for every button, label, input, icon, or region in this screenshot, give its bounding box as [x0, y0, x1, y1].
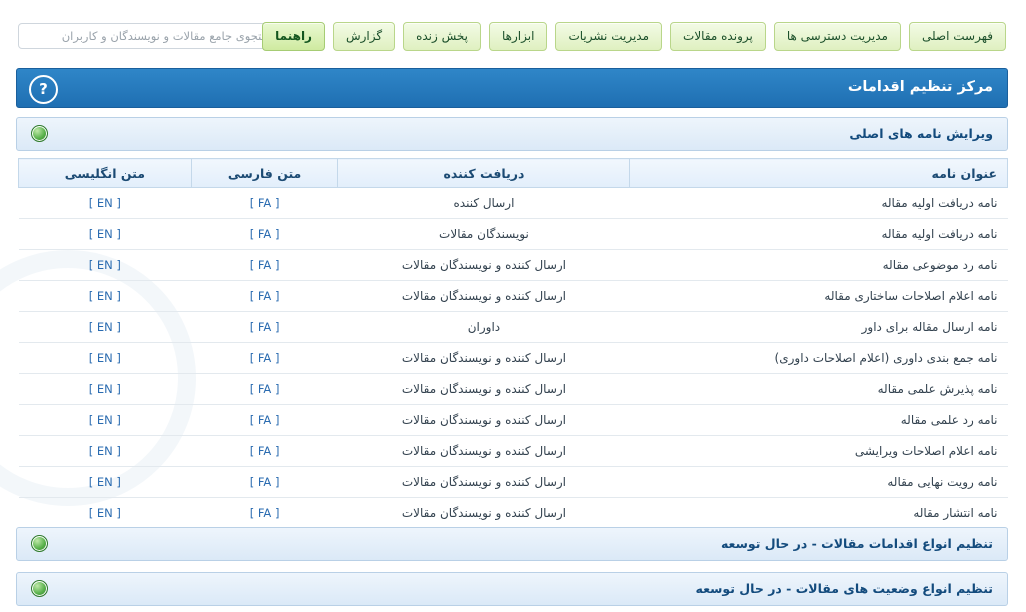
cell-fa-link	[191, 219, 338, 250]
table-row	[19, 467, 1008, 498]
cell-name: نامه انتشار مقاله	[630, 498, 1008, 529]
en-link[interactable]: [ EN ]	[88, 413, 121, 427]
cell-fa-link	[191, 498, 338, 529]
cell-en-link	[19, 374, 192, 405]
fa-link[interactable]: [ FA ]	[249, 227, 280, 241]
cell-receiver: داوران	[338, 312, 630, 343]
section-title: ویرایش نامه های اصلی	[849, 126, 993, 141]
help-icon[interactable]: ?	[29, 75, 58, 104]
cell-fa-link	[191, 188, 338, 219]
nav-journal-management[interactable]: مدیریت نشریات	[555, 22, 662, 51]
fa-link[interactable]: [ FA ]	[249, 382, 280, 396]
table-row	[19, 250, 1008, 281]
cell-en-link	[19, 281, 192, 312]
en-link[interactable]: [ EN ]	[88, 506, 121, 520]
nav-tools[interactable]: ابزارها	[489, 22, 547, 51]
fa-link[interactable]: [ FA ]	[249, 258, 280, 272]
en-link[interactable]: [ EN ]	[88, 320, 121, 334]
en-link[interactable]: [ EN ]	[88, 475, 121, 489]
en-link[interactable]: [ EN ]	[88, 196, 121, 210]
cell-en-link	[19, 312, 192, 343]
cell-fa-link	[191, 281, 338, 312]
search-input[interactable]	[18, 23, 290, 49]
fa-link[interactable]: [ FA ]	[249, 413, 280, 427]
en-link[interactable]: [ EN ]	[88, 382, 121, 396]
section-title: تنظیم انواع وضعیت های مقالات - در حال توسعه	[695, 581, 993, 596]
table-row	[19, 219, 1008, 250]
page-header	[16, 68, 1008, 108]
globe-icon[interactable]	[31, 125, 48, 142]
cell-receiver: ارسال کننده و نویسندگان مقالات	[338, 436, 630, 467]
globe-icon[interactable]	[31, 535, 48, 552]
fa-link[interactable]: [ FA ]	[249, 320, 280, 334]
cell-en-link	[19, 405, 192, 436]
nav-live-stream[interactable]: پخش زنده	[403, 22, 481, 51]
cell-en-link	[19, 219, 192, 250]
column-header-en: متن انگلیسی	[19, 159, 192, 188]
cell-receiver: ارسال کننده و نویسندگان مقالات	[338, 405, 630, 436]
cell-en-link	[19, 250, 192, 281]
nav-access-management[interactable]: مدیریت دسترسی ها	[774, 22, 901, 51]
cell-receiver: ارسال کننده و نویسندگان مقالات	[338, 343, 630, 374]
column-header-receiver: دریافت کننده	[338, 159, 630, 188]
section-main-letters[interactable]	[16, 117, 1008, 151]
en-link[interactable]: [ EN ]	[88, 351, 121, 365]
fa-link[interactable]: [ FA ]	[249, 506, 280, 520]
top-bar	[0, 0, 1026, 63]
section-article-actions[interactable]	[16, 527, 1008, 561]
cell-receiver: ارسال کننده و نویسندگان مقالات	[338, 374, 630, 405]
cell-en-link	[19, 467, 192, 498]
globe-icon[interactable]	[31, 580, 48, 597]
page-title: مرکز تنظیم اقدامات	[847, 79, 993, 95]
en-link[interactable]: [ EN ]	[88, 444, 121, 458]
en-link[interactable]: [ EN ]	[88, 258, 121, 272]
table-body	[19, 188, 1008, 529]
cell-en-link	[19, 498, 192, 529]
table-row	[19, 281, 1008, 312]
cell-fa-link	[191, 343, 338, 374]
cell-name: نامه رد علمی مقاله	[630, 405, 1008, 436]
section-article-statuses[interactable]	[16, 572, 1008, 606]
cell-receiver: ارسال کننده و نویسندگان مقالات	[338, 250, 630, 281]
fa-link[interactable]: [ FA ]	[249, 444, 280, 458]
table-row	[19, 343, 1008, 374]
cell-fa-link	[191, 436, 338, 467]
cell-en-link	[19, 436, 192, 467]
cell-receiver: ارسال کننده و نویسندگان مقالات	[338, 281, 630, 312]
table-row	[19, 312, 1008, 343]
table-row	[19, 436, 1008, 467]
cell-fa-link	[191, 312, 338, 343]
nav-main-index[interactable]: فهرست اصلی	[909, 22, 1006, 51]
en-link[interactable]: [ EN ]	[88, 227, 121, 241]
fa-link[interactable]: [ FA ]	[249, 289, 280, 303]
cell-en-link	[19, 343, 192, 374]
cell-receiver: نویسندگان مقالات	[338, 219, 630, 250]
table-row	[19, 498, 1008, 529]
cell-receiver: ارسال کننده	[338, 188, 630, 219]
search-container	[18, 23, 290, 49]
nav-help[interactable]: راهنما	[262, 22, 325, 51]
section-title: تنظیم انواع اقدامات مقالات - در حال توسعه	[720, 536, 993, 551]
main-nav	[262, 22, 1006, 51]
table-row	[19, 405, 1008, 436]
table-header-row	[19, 159, 1008, 188]
cell-name: نامه دریافت اولیه مقاله	[630, 188, 1008, 219]
fa-link[interactable]: [ FA ]	[249, 475, 280, 489]
cell-name: نامه پذیرش علمی مقاله	[630, 374, 1008, 405]
cell-name: نامه دریافت اولیه مقاله	[630, 219, 1008, 250]
table-row	[19, 374, 1008, 405]
cell-name: نامه اعلام اصلاحات ویرایشی	[630, 436, 1008, 467]
cell-receiver: ارسال کننده و نویسندگان مقالات	[338, 467, 630, 498]
cell-name: نامه ارسال مقاله برای داور	[630, 312, 1008, 343]
en-link[interactable]: [ EN ]	[88, 289, 121, 303]
cell-receiver: ارسال کننده و نویسندگان مقالات	[338, 498, 630, 529]
cell-fa-link	[191, 374, 338, 405]
column-header-name: عنوان نامه	[630, 159, 1008, 188]
fa-link[interactable]: [ FA ]	[249, 351, 280, 365]
cell-name: نامه اعلام اصلاحات ساختاری مقاله	[630, 281, 1008, 312]
letters-table	[18, 158, 1008, 529]
cell-fa-link	[191, 467, 338, 498]
nav-article-files[interactable]: پرونده مقالات	[670, 22, 766, 51]
cell-fa-link	[191, 250, 338, 281]
cell-en-link	[19, 188, 192, 219]
cell-name: نامه جمع بندی داوری (اعلام اصلاحات داوری)	[630, 343, 1008, 374]
cell-name: نامه رد موضوعی مقاله	[630, 250, 1008, 281]
fa-link[interactable]: [ FA ]	[249, 196, 280, 210]
column-header-fa: متن فارسی	[191, 159, 338, 188]
cell-fa-link	[191, 405, 338, 436]
cell-name: نامه رویت نهایی مقاله	[630, 467, 1008, 498]
nav-reports[interactable]: گزارش	[333, 22, 395, 51]
table-row	[19, 188, 1008, 219]
